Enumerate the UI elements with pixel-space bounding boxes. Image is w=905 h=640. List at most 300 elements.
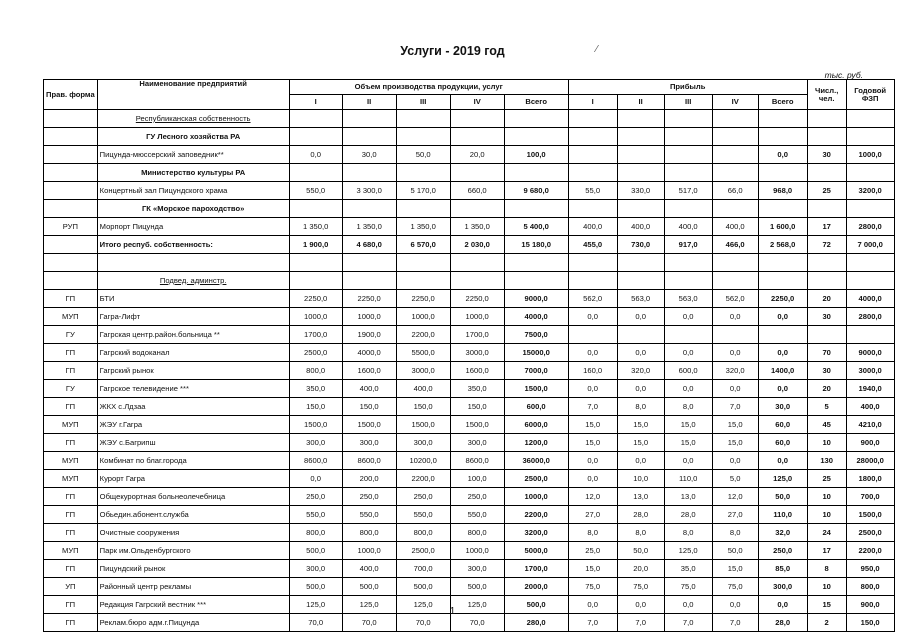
empty-cell [758, 200, 807, 218]
volume-q1: 150,0 [289, 398, 342, 416]
volume-total: 600,0 [504, 398, 568, 416]
empty-cell [712, 200, 758, 218]
profit-q1: 15,0 [568, 416, 617, 434]
section-title: Республиканская собственность [97, 110, 289, 128]
empty-cell [617, 200, 664, 218]
profit-q1: 400,0 [568, 218, 617, 236]
profit-q2: 0,0 [617, 308, 664, 326]
annual-fzp: 1500,0 [846, 506, 894, 524]
volume-q2: 1600,0 [342, 362, 396, 380]
empty-cell [846, 272, 894, 290]
form-cell: ГУ [44, 380, 98, 398]
volume-q2: 1000,0 [342, 542, 396, 560]
volume-q2: 2250,0 [342, 290, 396, 308]
profit-q2: 20,0 [617, 560, 664, 578]
volume-total: 4000,0 [504, 308, 568, 326]
annual-fzp: 3200,0 [846, 182, 894, 200]
enterprise-name: Общекурортная больнеолечебница [97, 488, 289, 506]
profit-q1: 55,0 [568, 182, 617, 200]
volume-q2: 1900,0 [342, 326, 396, 344]
volume-q1: 550,0 [289, 506, 342, 524]
profit-q4: 5,0 [712, 470, 758, 488]
empty-cell [846, 164, 894, 182]
volume-total: 3200,0 [504, 524, 568, 542]
staff-count: 17 [807, 542, 846, 560]
volume-q1: 2500,0 [289, 344, 342, 362]
volume-q4: 300,0 [450, 560, 504, 578]
volume-q1: 1000,0 [289, 308, 342, 326]
enterprise-name: Концертный зал Пицундского храма [97, 182, 289, 200]
volume-q4: 8600,0 [450, 452, 504, 470]
empty-cell [568, 110, 617, 128]
col-profit-q3-header: III [664, 95, 712, 110]
empty-cell [807, 272, 846, 290]
empty-cell [617, 110, 664, 128]
profit-q2: 8,0 [617, 524, 664, 542]
staff-count [807, 326, 846, 344]
form-cell: МУП [44, 542, 98, 560]
profit-q1: 12,0 [568, 488, 617, 506]
empty-cell [617, 128, 664, 146]
profit-total: 250,0 [758, 542, 807, 560]
profit-q3: 517,0 [664, 182, 712, 200]
profit-q2: 0,0 [617, 452, 664, 470]
empty-cell [504, 164, 568, 182]
profit-total: 28,0 [758, 614, 807, 632]
volume-q2: 1500,0 [342, 416, 396, 434]
profit-q4: 0,0 [712, 344, 758, 362]
volume-q1: 500,0 [289, 542, 342, 560]
profit-total: 0,0 [758, 380, 807, 398]
empty-cell [846, 128, 894, 146]
enterprise-name: Районный центр рекламы [97, 578, 289, 596]
table-row [44, 560, 895, 578]
profit-total: 110,0 [758, 506, 807, 524]
volume-q1: 300,0 [289, 434, 342, 452]
empty-cell [807, 110, 846, 128]
empty-cell [396, 254, 450, 272]
profit-q4: 66,0 [712, 182, 758, 200]
form-cell: ГП [44, 560, 98, 578]
volume-q3: 550,0 [396, 506, 450, 524]
volume-q3: 150,0 [396, 398, 450, 416]
empty-cell [342, 164, 396, 182]
col-fzp-header: Годовой ФЗП [846, 80, 894, 110]
volume-q4: 3000,0 [450, 344, 504, 362]
staff-count: 8 [807, 560, 846, 578]
staff-count: 72 [807, 236, 846, 254]
staff-count: 20 [807, 380, 846, 398]
volume-q2: 500,0 [342, 578, 396, 596]
empty-cell [504, 128, 568, 146]
profit-q4: 7,0 [712, 614, 758, 632]
table-row [44, 470, 895, 488]
empty-cell [568, 128, 617, 146]
empty-cell [758, 254, 807, 272]
form-cell: ГП [44, 362, 98, 380]
handwritten-mark: ⁄ [596, 44, 598, 55]
profit-q2: 0,0 [617, 380, 664, 398]
volume-q3: 700,0 [396, 560, 450, 578]
volume-q2: 1 350,0 [342, 218, 396, 236]
form-cell: РУП [44, 218, 98, 236]
empty-cell [568, 272, 617, 290]
empty-cell [342, 272, 396, 290]
profit-q2: 7,0 [617, 614, 664, 632]
col-form-header: Прав. форма [44, 80, 98, 110]
profit-q1: 562,0 [568, 290, 617, 308]
volume-q2: 4 680,0 [342, 236, 396, 254]
volume-q3: 800,0 [396, 524, 450, 542]
profit-q2: 75,0 [617, 578, 664, 596]
volume-q2: 550,0 [342, 506, 396, 524]
form-cell: УП [44, 578, 98, 596]
volume-q2: 150,0 [342, 398, 396, 416]
profit-q2: 15,0 [617, 434, 664, 452]
profit-q3: 563,0 [664, 290, 712, 308]
form-cell [44, 146, 98, 164]
volume-total: 500,0 [504, 596, 568, 614]
profit-q1: 15,0 [568, 560, 617, 578]
table-row [44, 542, 895, 560]
empty-cell [568, 200, 617, 218]
enterprise-name: Пицунда-мюссерский заповедник** [97, 146, 289, 164]
empty-cell [396, 272, 450, 290]
profit-q3: 15,0 [664, 416, 712, 434]
empty-cell [846, 254, 894, 272]
profit-q3 [664, 146, 712, 164]
staff-count: 10 [807, 434, 846, 452]
volume-q3: 1500,0 [396, 416, 450, 434]
staff-count: 20 [807, 290, 846, 308]
staff-count: 130 [807, 452, 846, 470]
table-row [44, 344, 895, 362]
profit-q3: 13,0 [664, 488, 712, 506]
profit-q2: 15,0 [617, 416, 664, 434]
form-cell [44, 272, 98, 290]
enterprise-name: Итого респуб. собственность: [97, 236, 289, 254]
volume-q2: 4000,0 [342, 344, 396, 362]
enterprise-name: Гагрская центр.район.больница ** [97, 326, 289, 344]
profit-total: 85,0 [758, 560, 807, 578]
staff-count: 17 [807, 218, 846, 236]
enterprise-name: Гагрский водоканал [97, 344, 289, 362]
volume-q1: 0,0 [289, 470, 342, 488]
table-row [44, 434, 895, 452]
volume-q4: 1 350,0 [450, 218, 504, 236]
empty-cell [568, 164, 617, 182]
profit-total: 30,0 [758, 398, 807, 416]
volume-q4: 1500,0 [450, 416, 504, 434]
profit-q4: 15,0 [712, 416, 758, 434]
empty-cell [504, 254, 568, 272]
profit-q3: 400,0 [664, 218, 712, 236]
profit-q3: 15,0 [664, 434, 712, 452]
empty-cell [712, 128, 758, 146]
profit-q1: 160,0 [568, 362, 617, 380]
profit-q4: 320,0 [712, 362, 758, 380]
profit-q1: 7,0 [568, 614, 617, 632]
empty-cell [450, 200, 504, 218]
annual-fzp [846, 326, 894, 344]
col-staff-header: Числ., чел. [807, 80, 846, 110]
table-row [44, 578, 895, 596]
staff-count: 10 [807, 506, 846, 524]
profit-q4: 400,0 [712, 218, 758, 236]
table-row [44, 326, 895, 344]
volume-total: 6000,0 [504, 416, 568, 434]
volume-q4: 1700,0 [450, 326, 504, 344]
empty-cell [617, 164, 664, 182]
volume-total: 100,0 [504, 146, 568, 164]
volume-total: 1700,0 [504, 560, 568, 578]
units-label: тыс. руб. [824, 70, 863, 80]
volume-q3: 125,0 [396, 596, 450, 614]
enterprise-name: Гагра-Лифт [97, 308, 289, 326]
volume-total: 1500,0 [504, 380, 568, 398]
table-row [44, 200, 895, 218]
profit-q2: 0,0 [617, 596, 664, 614]
annual-fzp: 9000,0 [846, 344, 894, 362]
staff-count: 15 [807, 596, 846, 614]
volume-q3: 3000,0 [396, 362, 450, 380]
form-cell: МУП [44, 470, 98, 488]
volume-total: 280,0 [504, 614, 568, 632]
profit-total: 1400,0 [758, 362, 807, 380]
profit-q4: 0,0 [712, 596, 758, 614]
annual-fzp: 2800,0 [846, 218, 894, 236]
profit-q1: 15,0 [568, 434, 617, 452]
volume-q4: 100,0 [450, 470, 504, 488]
enterprise-name: Курорт Гагра [97, 470, 289, 488]
profit-q3: 0,0 [664, 596, 712, 614]
profit-q2: 13,0 [617, 488, 664, 506]
volume-total: 2200,0 [504, 506, 568, 524]
table-row [44, 164, 895, 182]
volume-q1: 125,0 [289, 596, 342, 614]
volume-q3: 1 350,0 [396, 218, 450, 236]
profit-q3: 28,0 [664, 506, 712, 524]
empty-cell [289, 254, 342, 272]
empty-cell [712, 164, 758, 182]
table-row [44, 506, 895, 524]
form-cell: ГП [44, 434, 98, 452]
table-row [44, 362, 895, 380]
empty-cell [617, 254, 664, 272]
profit-q2 [617, 146, 664, 164]
annual-fzp: 7 000,0 [846, 236, 894, 254]
profit-q1: 0,0 [568, 596, 617, 614]
volume-q4: 800,0 [450, 524, 504, 542]
profit-total: 0,0 [758, 308, 807, 326]
page-title: Услуги - 2019 год [400, 44, 505, 58]
volume-q2: 30,0 [342, 146, 396, 164]
empty-cell [617, 272, 664, 290]
volume-q3: 5 170,0 [396, 182, 450, 200]
profit-q3: 8,0 [664, 398, 712, 416]
empty-cell [396, 200, 450, 218]
profit-q2: 10,0 [617, 470, 664, 488]
col-vol-q3-header: III [396, 95, 450, 110]
form-cell: МУП [44, 452, 98, 470]
section-title: Подвед. админстр. [97, 272, 289, 290]
empty-cell [758, 110, 807, 128]
empty-cell [807, 164, 846, 182]
staff-count: 25 [807, 182, 846, 200]
volume-q4: 350,0 [450, 380, 504, 398]
staff-count: 2 [807, 614, 846, 632]
staff-count: 45 [807, 416, 846, 434]
volume-q3: 70,0 [396, 614, 450, 632]
volume-q3: 250,0 [396, 488, 450, 506]
profit-total: 60,0 [758, 434, 807, 452]
col-name-header: Наименование предприятий [97, 80, 289, 110]
empty-cell [289, 164, 342, 182]
table-row [44, 272, 895, 290]
empty-cell [712, 254, 758, 272]
volume-total: 5000,0 [504, 542, 568, 560]
profit-q4: 50,0 [712, 542, 758, 560]
volume-q1: 800,0 [289, 524, 342, 542]
profit-q3: 7,0 [664, 614, 712, 632]
volume-q1: 2250,0 [289, 290, 342, 308]
enterprise-name: Обьедин.абонент.служба [97, 506, 289, 524]
annual-fzp: 900,0 [846, 596, 894, 614]
profit-q2: 320,0 [617, 362, 664, 380]
profit-total: 32,0 [758, 524, 807, 542]
volume-q1: 1 350,0 [289, 218, 342, 236]
empty-cell [568, 254, 617, 272]
volume-q4: 125,0 [450, 596, 504, 614]
volume-q2: 250,0 [342, 488, 396, 506]
annual-fzp: 950,0 [846, 560, 894, 578]
profit-q4: 562,0 [712, 290, 758, 308]
profit-total: 2250,0 [758, 290, 807, 308]
profit-q3: 0,0 [664, 344, 712, 362]
volume-q2: 400,0 [342, 380, 396, 398]
empty-cell [450, 128, 504, 146]
profit-q3: 0,0 [664, 308, 712, 326]
profit-q2: 563,0 [617, 290, 664, 308]
staff-count: 30 [807, 308, 846, 326]
empty-cell [758, 128, 807, 146]
profit-q1: 0,0 [568, 344, 617, 362]
profit-q3: 35,0 [664, 560, 712, 578]
profit-q1: 75,0 [568, 578, 617, 596]
table-row [44, 182, 895, 200]
empty-cell [289, 128, 342, 146]
profit-q3: 110,0 [664, 470, 712, 488]
volume-q3: 400,0 [396, 380, 450, 398]
annual-fzp: 1800,0 [846, 470, 894, 488]
annual-fzp: 2500,0 [846, 524, 894, 542]
volume-q3: 300,0 [396, 434, 450, 452]
empty-cell [342, 110, 396, 128]
empty-cell [44, 254, 98, 272]
annual-fzp: 28000,0 [846, 452, 894, 470]
profit-q2: 8,0 [617, 398, 664, 416]
table-row [44, 488, 895, 506]
profit-total: 0,0 [758, 452, 807, 470]
enterprise-name: ЖЭУ с.Багрипш [97, 434, 289, 452]
form-cell: ГП [44, 614, 98, 632]
enterprise-name: Комбинат по благ.города [97, 452, 289, 470]
profit-total: 968,0 [758, 182, 807, 200]
profit-q4: 466,0 [712, 236, 758, 254]
volume-q2: 300,0 [342, 434, 396, 452]
profit-q1: 0,0 [568, 452, 617, 470]
volume-q4: 300,0 [450, 434, 504, 452]
volume-q4: 1600,0 [450, 362, 504, 380]
volume-total: 1200,0 [504, 434, 568, 452]
profit-total: 50,0 [758, 488, 807, 506]
profit-total [758, 326, 807, 344]
profit-total: 0,0 [758, 146, 807, 164]
profit-q1: 0,0 [568, 470, 617, 488]
page-number: 1 [449, 606, 456, 617]
annual-fzp: 1000,0 [846, 146, 894, 164]
empty-cell [504, 272, 568, 290]
volume-q3: 2250,0 [396, 290, 450, 308]
volume-q3: 6 570,0 [396, 236, 450, 254]
volume-total: 1000,0 [504, 488, 568, 506]
volume-q3: 50,0 [396, 146, 450, 164]
profit-q4: 0,0 [712, 380, 758, 398]
volume-q3: 2200,0 [396, 326, 450, 344]
profit-total: 60,0 [758, 416, 807, 434]
form-cell [44, 200, 98, 218]
profit-q2 [617, 326, 664, 344]
profit-total: 2 568,0 [758, 236, 807, 254]
profit-q3: 0,0 [664, 452, 712, 470]
annual-fzp: 4210,0 [846, 416, 894, 434]
enterprise-name: Пицундский рынок [97, 560, 289, 578]
volume-q3: 500,0 [396, 578, 450, 596]
table-row [44, 398, 895, 416]
form-cell: ГП [44, 506, 98, 524]
empty-cell [396, 128, 450, 146]
volume-q1: 8600,0 [289, 452, 342, 470]
empty-cell [846, 200, 894, 218]
profit-q1 [568, 146, 617, 164]
profit-q1: 7,0 [568, 398, 617, 416]
table-row [44, 146, 895, 164]
annual-fzp: 2200,0 [846, 542, 894, 560]
form-cell: ГП [44, 398, 98, 416]
volume-q4: 150,0 [450, 398, 504, 416]
volume-q4: 2250,0 [450, 290, 504, 308]
empty-cell [504, 200, 568, 218]
volume-q4: 70,0 [450, 614, 504, 632]
staff-count: 30 [807, 146, 846, 164]
profit-q2: 28,0 [617, 506, 664, 524]
form-cell [44, 128, 98, 146]
volume-q3: 2500,0 [396, 542, 450, 560]
profit-q4: 15,0 [712, 434, 758, 452]
empty-cell [758, 272, 807, 290]
empty-cell [450, 254, 504, 272]
profit-total: 300,0 [758, 578, 807, 596]
annual-fzp: 2800,0 [846, 308, 894, 326]
form-cell: ГП [44, 290, 98, 308]
enterprise-name: Гагрский рынок [97, 362, 289, 380]
table-row [44, 128, 895, 146]
empty-cell [807, 200, 846, 218]
empty-cell [342, 254, 396, 272]
profit-q4 [712, 146, 758, 164]
col-vol-q4-header: IV [450, 95, 504, 110]
volume-q4: 500,0 [450, 578, 504, 596]
